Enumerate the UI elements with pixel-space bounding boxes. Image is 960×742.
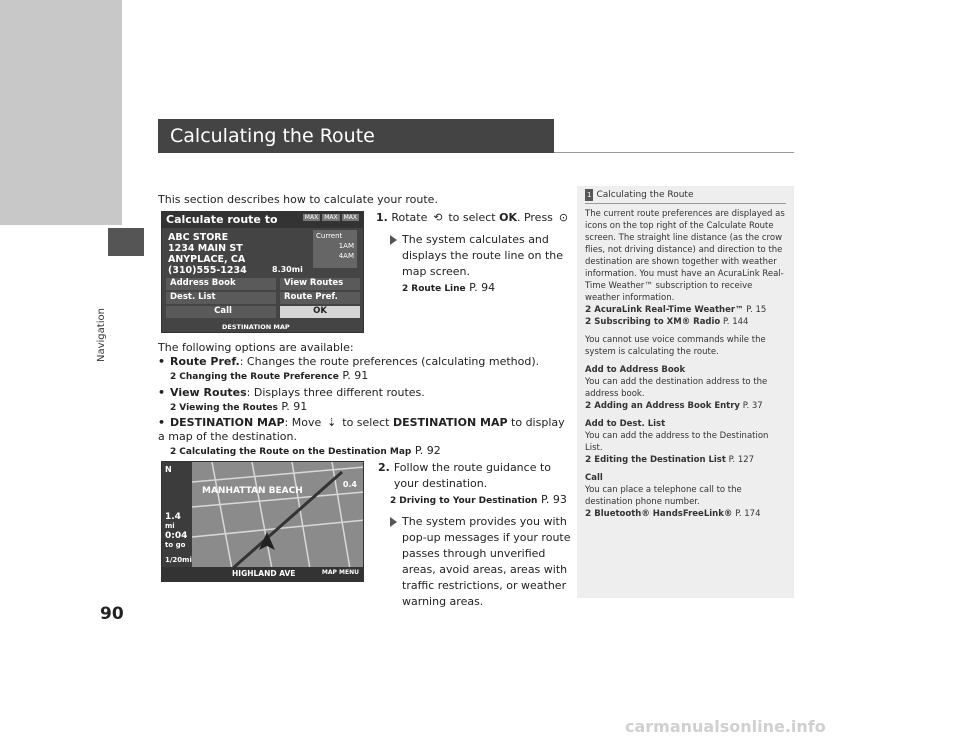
option-route-pref: • Route Pref.: Changes the route preferences (calculating method). 2 Changing the Route Preference P. 91 xyxy=(158,355,540,382)
intro-text: This section describes how to calculate your route. xyxy=(158,193,438,206)
destination-map-label: DESTINATION MAP xyxy=(222,323,290,331)
note-title: 1 Calculating the Route xyxy=(585,189,786,204)
dest-list-button[interactable]: Dest. List xyxy=(166,292,276,304)
map-streets xyxy=(192,462,363,567)
straight-distance: 8.30mi xyxy=(272,265,303,274)
side-note: 1 Calculating the Route The current route preferences are displayed as icons on the top right of the Calculate Route screen. The straight line distance (as the crow flies, not driving distance) and direction to the destination are shown together with weather information. You must have an AcuraLink Real-Time Weather™ subscription to receive weather information. 2 AcuraLink Real-Time Weather™ P. 15 2 Subscribing to XM® Radio P. 144 You cannot use voice commands while the system is calculating the route. Add to Address Book You can add the destination address to the address book. 2 Adding an Address Book Entry P. 37 Add to Dest. List You can add the address to the Destination List. 2 Editing the Destination List P. 127 Call You can place a telephone call to the destination phone number. 2 Bluetooth® HandsFreeLink® P. 174 xyxy=(577,186,794,598)
reference-icon: 2 xyxy=(585,401,592,411)
reference-icon: 2 xyxy=(170,372,177,382)
interface-dial-icon: ⟲ xyxy=(433,211,443,224)
side-tab-bar xyxy=(0,0,122,225)
address-book-button[interactable]: Address Book xyxy=(166,278,276,290)
reference-icon: 2 xyxy=(585,305,592,315)
area-label: MANHATTAN BEACH xyxy=(202,486,303,496)
next-turn-distance: 0.4 xyxy=(342,480,357,489)
map-screen xyxy=(161,461,364,582)
pref-tag: MAX xyxy=(304,214,319,221)
reference-icon: 2 xyxy=(585,509,592,519)
watermark: carmanualsonline.info xyxy=(625,717,826,736)
calculate-route-screen xyxy=(161,211,364,333)
page-number: 90 xyxy=(100,604,124,624)
map-menu-button[interactable]: MAP MENU xyxy=(321,569,359,576)
reference-icon: 2 xyxy=(585,317,592,327)
option-view-routes: • View Routes: Displays three different routes. 2 Viewing the Routes P. 91 xyxy=(158,386,425,413)
menu-row-3 xyxy=(166,306,360,318)
step-2: 2. Follow the route guidance to your destination. 2 Driving to Your Destination P. 93 The system provides you with pop-up messages if your route passes through unverified areas, avoid areas, areas with traffic restrictions, or weather warning areas. xyxy=(378,461,571,608)
section-label: Navigation xyxy=(96,308,107,362)
option-destination-map: • DESTINATION MAP: Move ⇣ to select DESTINATION MAP to display a map of the destination. 2 Calculating the Route on the Destination Map P. 92 xyxy=(158,416,565,457)
pref-tag: MAX xyxy=(343,214,357,221)
reference-icon: 2 xyxy=(402,284,409,294)
reference-icon: 2 xyxy=(170,403,177,413)
call-button[interactable]: Call xyxy=(166,306,276,318)
route-pref-icons xyxy=(301,214,359,221)
step-1: 1. Rotate ⟲ to select OK. Press ⊙ The system calculates and displays the route line on the map screen. 2 Route Line P. 94 xyxy=(376,210,571,297)
reference-icon: 2 xyxy=(390,496,397,506)
move-icon: ⇣ xyxy=(327,416,337,429)
side-tab xyxy=(0,0,118,742)
page-title: Calculating the Route xyxy=(158,119,554,153)
ok-button[interactable]: OK xyxy=(280,306,360,318)
side-tab-block xyxy=(108,228,144,256)
reference-icon: 2 xyxy=(585,455,592,465)
reference-icon: 2 xyxy=(170,447,177,457)
destination-address: ABC STORE 1234 MAIN ST ANYPLACE, CA (310)555-1234 xyxy=(168,232,247,276)
menu-row-1 xyxy=(166,278,360,290)
result-arrow-icon xyxy=(390,235,397,245)
street-name: HIGHLAND AVE xyxy=(232,569,296,578)
map-bottom-bar xyxy=(162,567,363,581)
weather-box: Current 1AM 4AM xyxy=(313,230,357,268)
menu-row-2 xyxy=(166,292,360,304)
view-routes-button[interactable]: View Routes xyxy=(280,278,360,290)
title-rule xyxy=(554,152,794,153)
options-heading: The following options are available: xyxy=(158,341,354,354)
enter-icon: ⊙ xyxy=(558,211,569,224)
screen-title: Calculate route to xyxy=(162,212,363,228)
pref-tag: MAX xyxy=(324,214,338,221)
map-info-panel: N 1.4 mi 0:04 to go 1/20mi xyxy=(162,462,192,567)
result-arrow-icon xyxy=(390,517,397,527)
route-pref-button[interactable]: Route Pref. xyxy=(280,292,360,304)
map-canvas[interactable] xyxy=(192,462,363,567)
